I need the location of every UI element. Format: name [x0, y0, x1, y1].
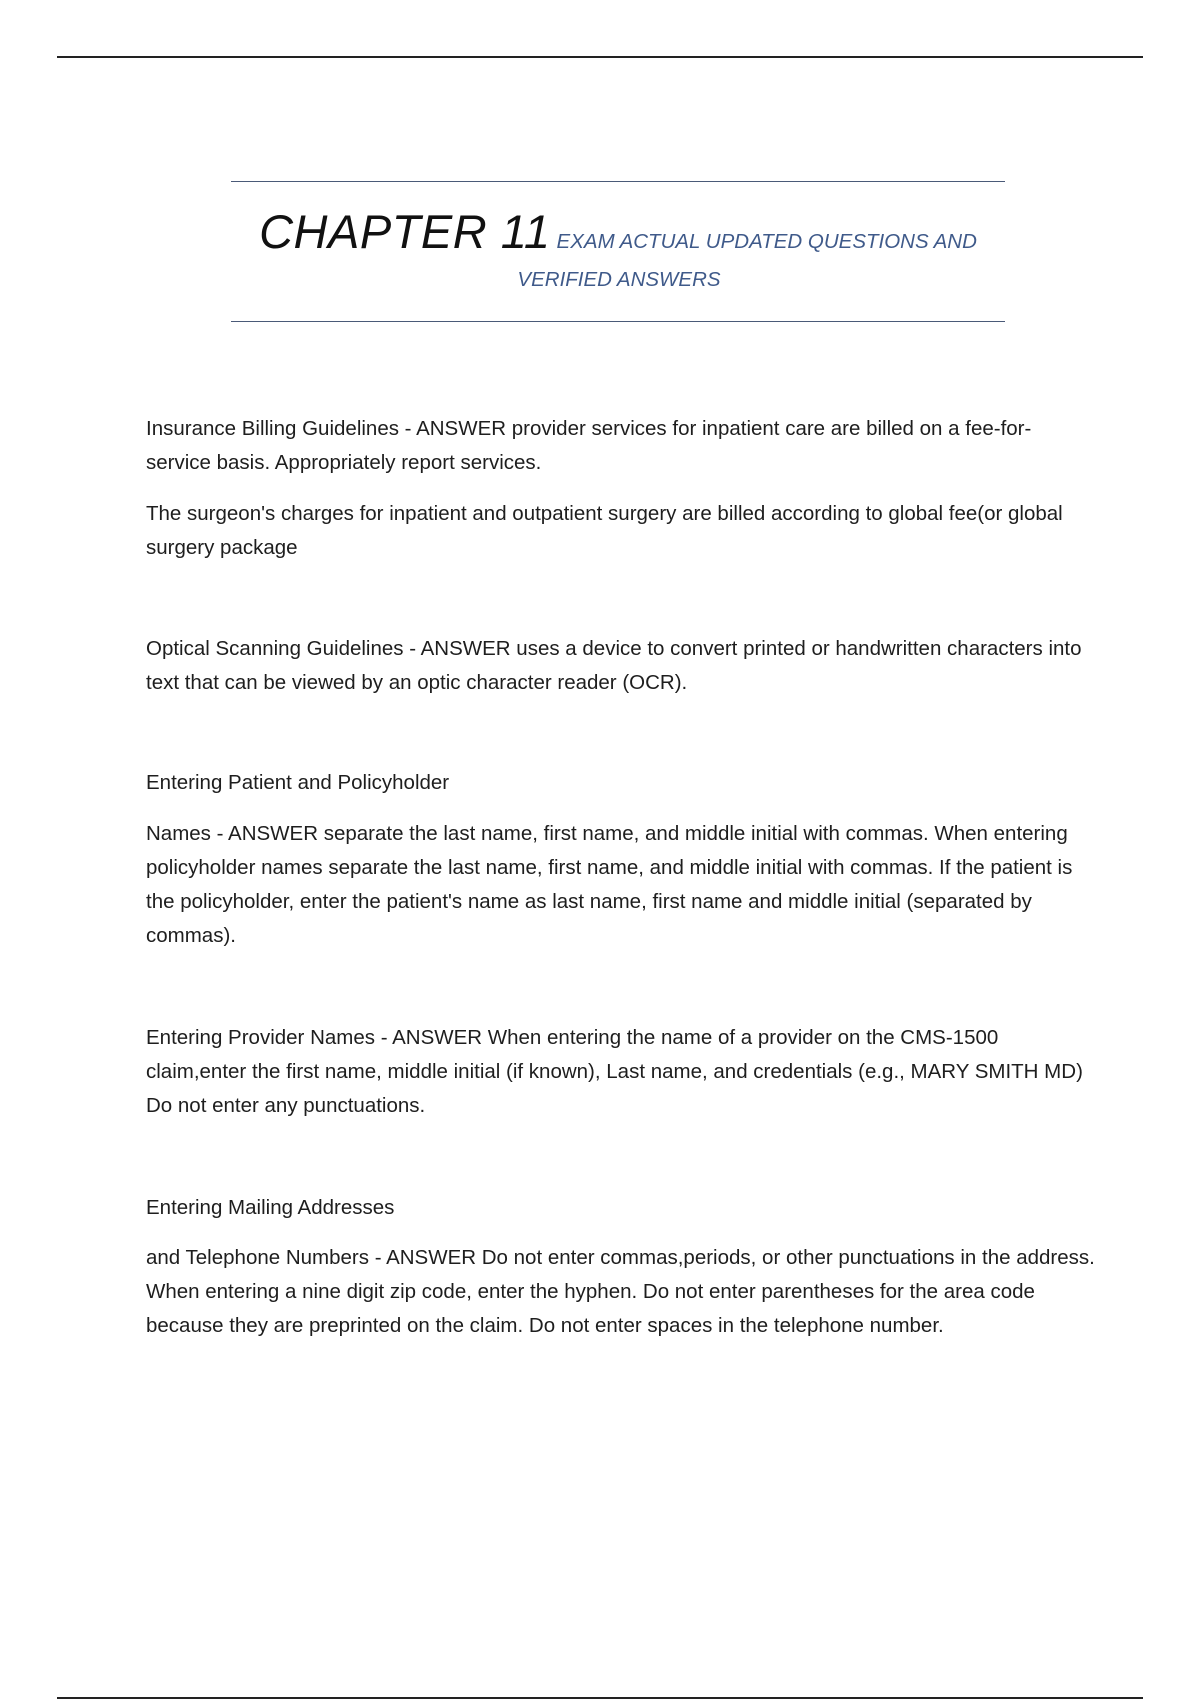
page-bottom-rule: [57, 1697, 1143, 1699]
entry-insurance-billing: Insurance Billing Guidelines - ANSWER provider services for inpatient care are billed on a fee-for-service basis. Appropriately report services.: [146, 417, 1032, 474]
title-upper-rule: [231, 181, 1005, 182]
entry-optical-scanning: Optical Scanning Guidelines - ANSWER uses a device to convert printed or handwritten characters into text that can be viewed by an optic character reader (OCR).: [146, 637, 1082, 694]
entry-mailing-heading: Entering Mailing Addresses: [146, 1196, 395, 1219]
entry-provider-names: Entering Provider Names - ANSWER When entering the name of a provider on the CMS-1500 claim,enter the first name, middle initial (if known), Last name, and credentials (e.g., MARY SMITH MD) Do not enter any punctuations.: [146, 1026, 1083, 1117]
entry-surgeon-charges: The surgeon's charges for inpatient and outpatient surgery are billed according to global fee(or global surgery package: [146, 502, 1063, 559]
entry-mailing-body: and Telephone Numbers - ANSWER Do not enter commas,periods, or other punctuations in the address. When entering a nine digit zip code, enter the hyphen. Do not enter parentheses for the area code because they are preprinted on the claim. Do not enter spaces in the telephone number.: [146, 1246, 1095, 1337]
entry-patient-names-body: Names - ANSWER separate the last name, first name, and middle initial with commas. When entering policyholder names separate the last name, first name, and middle initial with commas. If the patient is the policyholder, enter the patient's name as last name, first name and middle initial (separated by commas).: [146, 822, 1073, 947]
subtitle-line-1: EXAM ACTUAL UPDATED QUESTIONS AND: [556, 230, 977, 253]
page-top-rule: [57, 56, 1143, 58]
subtitle-line-2: VERIFIED ANSWERS: [517, 268, 721, 291]
chapter-heading: CHAPTER 11: [259, 205, 551, 258]
entry-patient-names-heading: Entering Patient and Policyholder: [146, 771, 450, 794]
title-lower-rule: [231, 321, 1005, 322]
document-title: [231, 196, 1005, 292]
